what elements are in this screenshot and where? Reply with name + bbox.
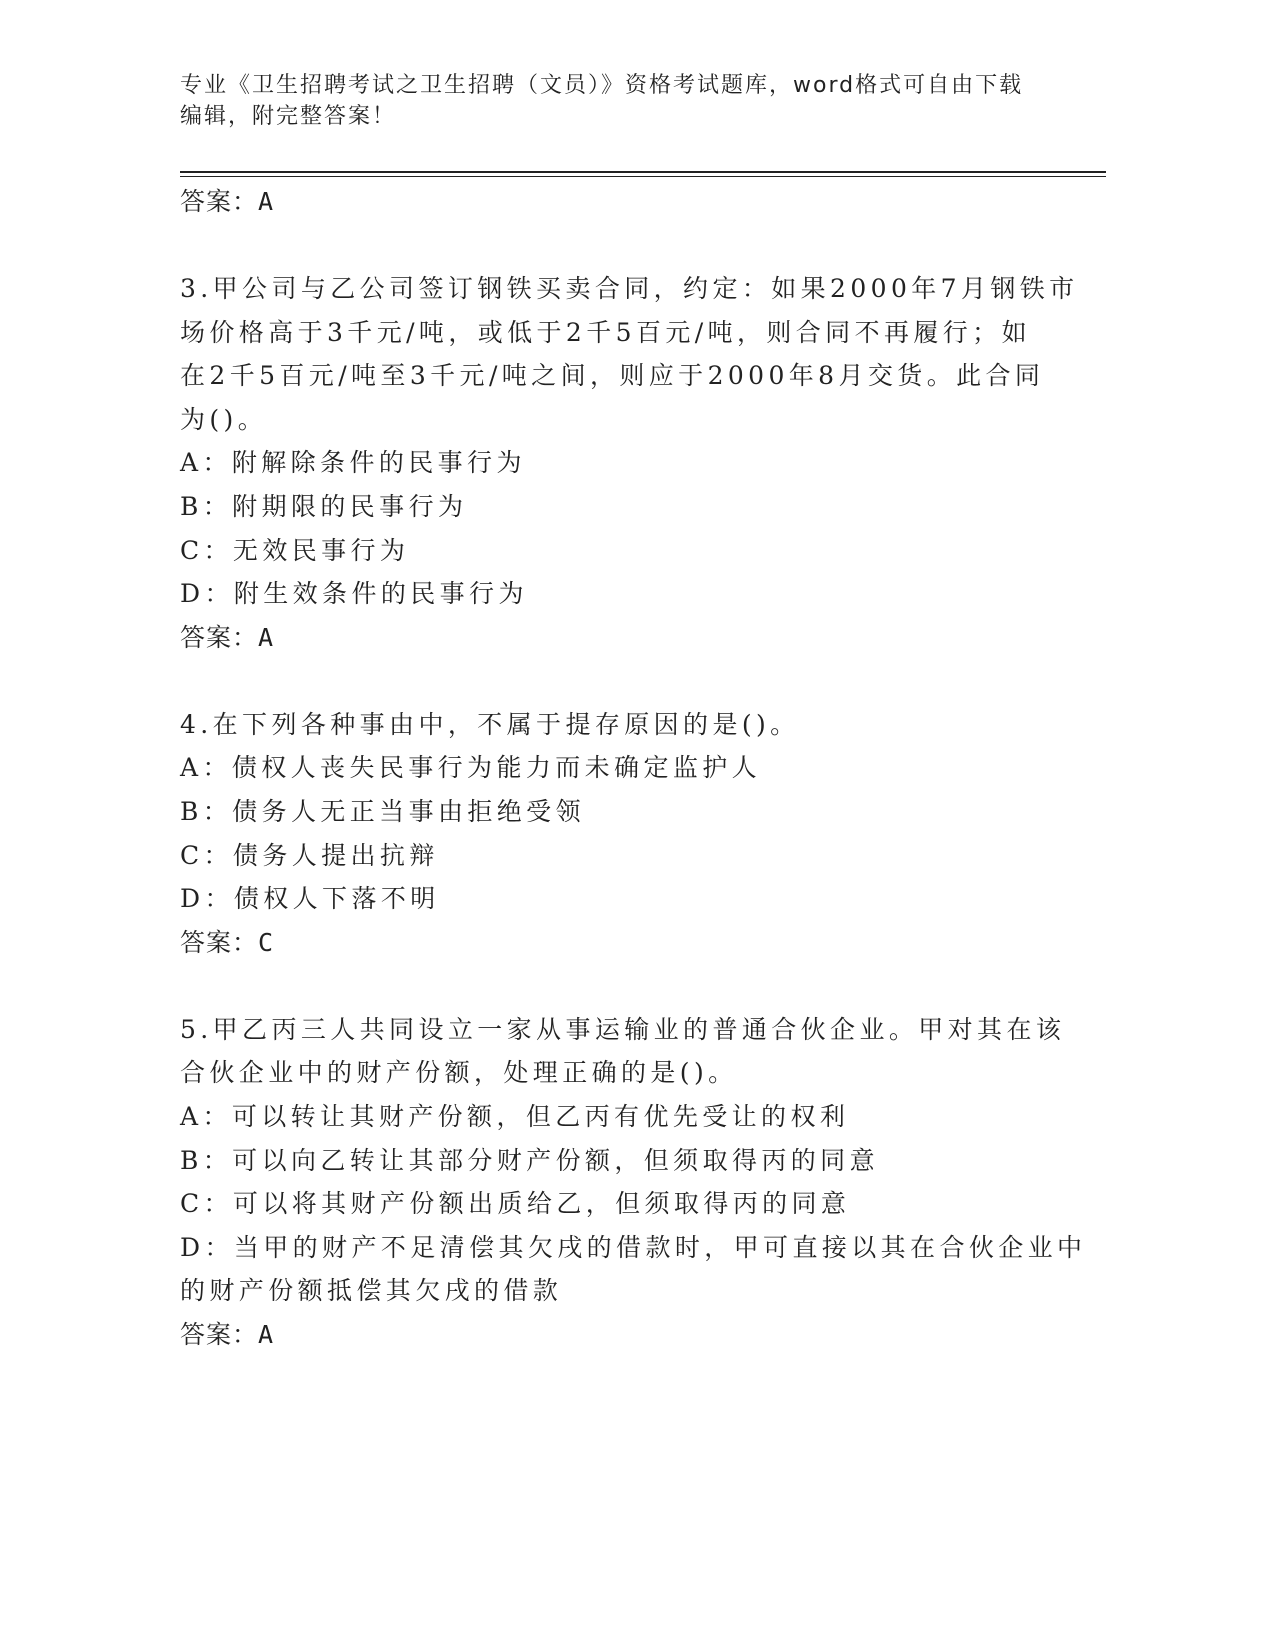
option-d: D：当甲的财产不足清偿其欠戌的借款时，甲可直接以其在合伙企业中 <box>180 1232 1087 1262</box>
answer-label: 答案： <box>180 187 259 216</box>
answer-line <box>180 1313 1040 1357</box>
answer-line <box>180 180 1040 224</box>
answer-label: 答案： <box>180 622 259 652</box>
answer-line <box>180 921 1040 965</box>
answer-value: A <box>258 187 275 216</box>
option-d-continued: 的财产份额抵偿其欠戌的借款 <box>180 1276 563 1306</box>
answer-value: C <box>258 927 275 957</box>
option-a: A：债权人丧失民事行为能力而未确定监护人 <box>180 753 762 783</box>
question-block <box>180 267 1079 660</box>
option-d: D：附生效条件的民事行为 <box>180 579 528 609</box>
option-c: C：可以将其财产份额出质给乙，但须取得丙的同意 <box>180 1189 851 1219</box>
document-header <box>180 70 1080 132</box>
option-d: D：债权人下落不明 <box>180 884 440 914</box>
question-text-line: 为()。 <box>180 404 268 434</box>
question-block <box>180 1008 1087 1357</box>
header-divider-thick <box>180 171 1106 173</box>
question-list <box>180 180 1087 1357</box>
question-block <box>180 703 1040 965</box>
option-b: B：附期限的民事行为 <box>180 491 468 521</box>
answer-label: 答案： <box>180 927 259 957</box>
header-line-2: 编辑，附完整答案！ <box>180 104 397 129</box>
option-a: A：可以转让其财产份额，但乙丙有优先受让的权利 <box>180 1101 850 1131</box>
option-b: B：可以向乙转让其部分财产份额，但须取得丙的同意 <box>180 1145 879 1175</box>
question-text-line: 场价格高于3千元/吨，或低于2千5百元/吨，则合同不再履行；如 <box>180 317 1031 347</box>
option-c: C：债务人提出抗辩 <box>180 840 439 870</box>
answer-value: A <box>258 1319 275 1349</box>
answer-line <box>180 616 1040 660</box>
option-a: A：附解除条件的民事行为 <box>180 448 526 478</box>
header-line-1: 专业《卫生招聘考试之卫生招聘（文员）》资格考试题库，word格式可自由下载 <box>180 73 1024 98</box>
question-text-line: 4.在下列各种事由中，不属于提存原因的是()。 <box>180 709 800 739</box>
answer-label: 答案： <box>180 1319 259 1349</box>
question-text-line: 3.甲公司与乙公司签订钢铁买卖合同，约定：如果2000年7月钢铁市 <box>180 274 1079 303</box>
question-text-line: 在2千5百元/吨至3千元/吨之间，则应于2000年8月交货。此合同 <box>180 361 1045 391</box>
option-b: B：债务人无正当事由拒绝受领 <box>180 796 585 826</box>
question-text-line: 5.甲乙丙三人共同设立一家从事运输业的普通合伙企业。甲对其在该 <box>180 1014 1066 1044</box>
answer-value: A <box>258 622 275 652</box>
option-c: C：无效民事行为 <box>180 535 410 565</box>
question-text-line: 合伙企业中的财产份额，处理正确的是()。 <box>180 1058 738 1088</box>
header-divider-thin <box>180 176 1106 177</box>
